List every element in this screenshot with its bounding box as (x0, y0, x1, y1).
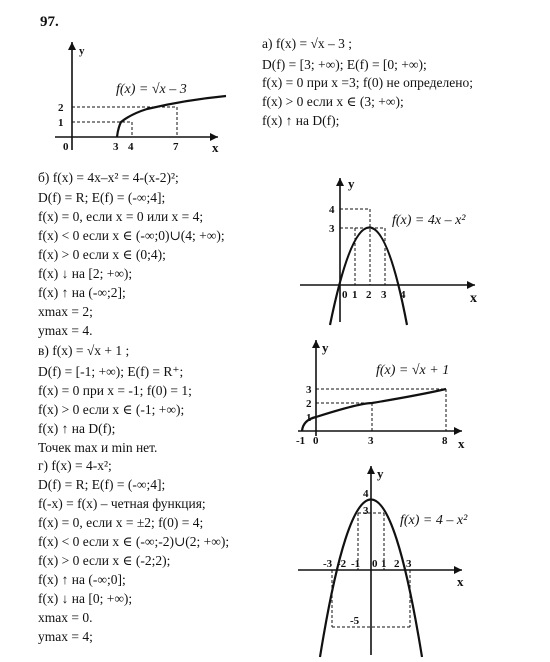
graph-v-x-label: x (458, 436, 465, 451)
part-b-line-2: D(f) = R; E(f) = (-∞;4]; (38, 190, 166, 205)
part-b-line-6: f(x) ↓ на [2; +∞); (38, 266, 133, 281)
part-b-line-7: f(x) ↑ на (-∞;2]; (38, 285, 126, 300)
graph-g-tick-0: 0 (372, 558, 378, 570)
part-b-line-1: б) f(x) = 4x–x² = 4-(x-2)²; (38, 170, 179, 185)
graph-g-tick-3: 3 (406, 558, 412, 570)
graph-b-tick-1: 1 (352, 289, 358, 301)
part-g-line-3: f(-x) = f(x) – четная функция; (38, 496, 206, 511)
graph-g-y-arrow (367, 466, 375, 474)
graph-g-x-label: x (457, 574, 464, 589)
graph-b-tick-4: 4 (400, 289, 406, 301)
graph-g-tick-1: 1 (381, 558, 387, 570)
part-b-line-8: xmax = 2; (38, 304, 93, 319)
graph-b-tick-2: 2 (366, 289, 372, 301)
graph-b-tick-y4: 4 (329, 204, 335, 216)
part-g-line-8: f(x) ↓ на [0; +∞); (38, 591, 133, 606)
graph-a-tick-3: 3 (113, 141, 119, 153)
graph-g-x-arrow (454, 566, 462, 574)
graph-v-tick-0: 0 (313, 435, 319, 447)
graph-b-tick-3: 3 (381, 289, 387, 301)
graph-b-y-label: y (348, 176, 355, 191)
graph-v-tick-3: 3 (368, 435, 374, 447)
part-v-line-3: f(x) = 0 при x = -1; f(0) = 1; (38, 383, 192, 398)
part-g-line-1: г) f(x) = 4-x²; (38, 458, 112, 473)
graph-b-formula: f(x) = 4x – x² (392, 213, 466, 228)
part-a-line-5: f(x) ↑ на D(f); (262, 113, 340, 128)
part-g-line-4: f(x) = 0, если x = ±2; f(0) = 4; (38, 515, 204, 530)
graph-a-y-label: y (79, 45, 85, 57)
graph-g-tick-y4: 4 (363, 488, 369, 500)
graph-a-formula: f(x) = √x – 3 (116, 82, 187, 97)
part-b-line-9: ymax = 4. (38, 323, 93, 338)
part-b-line-4: f(x) < 0 если x ∈ (-∞;0)∪(4; +∞); (38, 228, 225, 243)
graph-b-x-label: x (470, 291, 477, 306)
graph-v-tick-y1: 1 (306, 412, 312, 424)
graph-a-x-label: x (212, 140, 219, 155)
graph-v-tick-8: 8 (442, 435, 448, 447)
graph-g-tick-neg3: -3 (323, 558, 333, 570)
part-g-line-9: xmax = 0. (38, 610, 93, 625)
graph-g-tick-neg2: -2 (337, 558, 347, 570)
graph-g-formula: f(x) = 4 – x² (400, 513, 468, 528)
part-g-line-10: ymax = 4; (38, 629, 93, 644)
graph-v-tick-y3: 3 (306, 384, 312, 396)
graph-b-tick-y3: 3 (329, 223, 335, 235)
graph-a-tick-7: 7 (173, 141, 179, 153)
part-g-line-7: f(x) ↑ на (-∞;0]; (38, 572, 126, 587)
graph-g-y-label: y (377, 466, 384, 481)
part-v-line-5: f(x) ↑ на D(f); (38, 421, 116, 436)
graph-a-tick-0: 0 (63, 141, 69, 153)
part-g-line-6: f(x) > 0 если x ∈ (-2;2); (38, 553, 171, 568)
graph-g-tick-y-neg5: -5 (350, 615, 360, 627)
part-v-line-4: f(x) > 0 если x ∈ (-1; +∞); (38, 402, 185, 417)
graph-b-tick-0: 0 (342, 289, 348, 301)
graph-a-tick-y1: 1 (58, 117, 64, 129)
part-a-line-3: f(x) = 0 при x =3; f(0) не определено; (262, 75, 473, 90)
graph-v-tick-y2: 2 (306, 398, 312, 410)
graph-a-tick-y2: 2 (58, 102, 64, 114)
part-v-line-1: в) f(x) = √x + 1 ; (38, 343, 130, 358)
graph-g-tick-neg1: -1 (351, 558, 361, 570)
part-b-line-5: f(x) > 0 если x ∈ (0;4); (38, 247, 166, 262)
graph-g-tick-2: 2 (394, 558, 400, 570)
graph-v-y-label: y (322, 340, 329, 355)
part-a-line-4: f(x) > 0 если x ∈ (3; +∞); (262, 94, 404, 109)
graph-g-tick-y3: 3 (363, 505, 369, 517)
part-a-line-2: D(f) = [3; +∞); E(f) = [0; +∞); (262, 57, 427, 72)
part-b-line-3: f(x) = 0, если x = 0 или x = 4; (38, 209, 204, 224)
graph-v-formula: f(x) = √x + 1 (376, 363, 450, 378)
part-a-line-1: а) f(x) = √x – 3 ; (262, 36, 352, 51)
part-v-line-6: Точек max и min нет. (38, 440, 158, 455)
part-v-line-2: D(f) = [-1; +∞); E(f) = R⁺; (38, 364, 184, 379)
problem-number: 97. (40, 14, 59, 30)
part-g-line-5: f(x) < 0 если x ∈ (-∞;-2)∪(2; +∞); (38, 534, 230, 549)
part-g-line-2: D(f) = R; E(f) = (-∞;4]; (38, 477, 166, 492)
graph-v-tick-neg1: -1 (296, 435, 306, 447)
graph-a-tick-4: 4 (128, 141, 134, 153)
